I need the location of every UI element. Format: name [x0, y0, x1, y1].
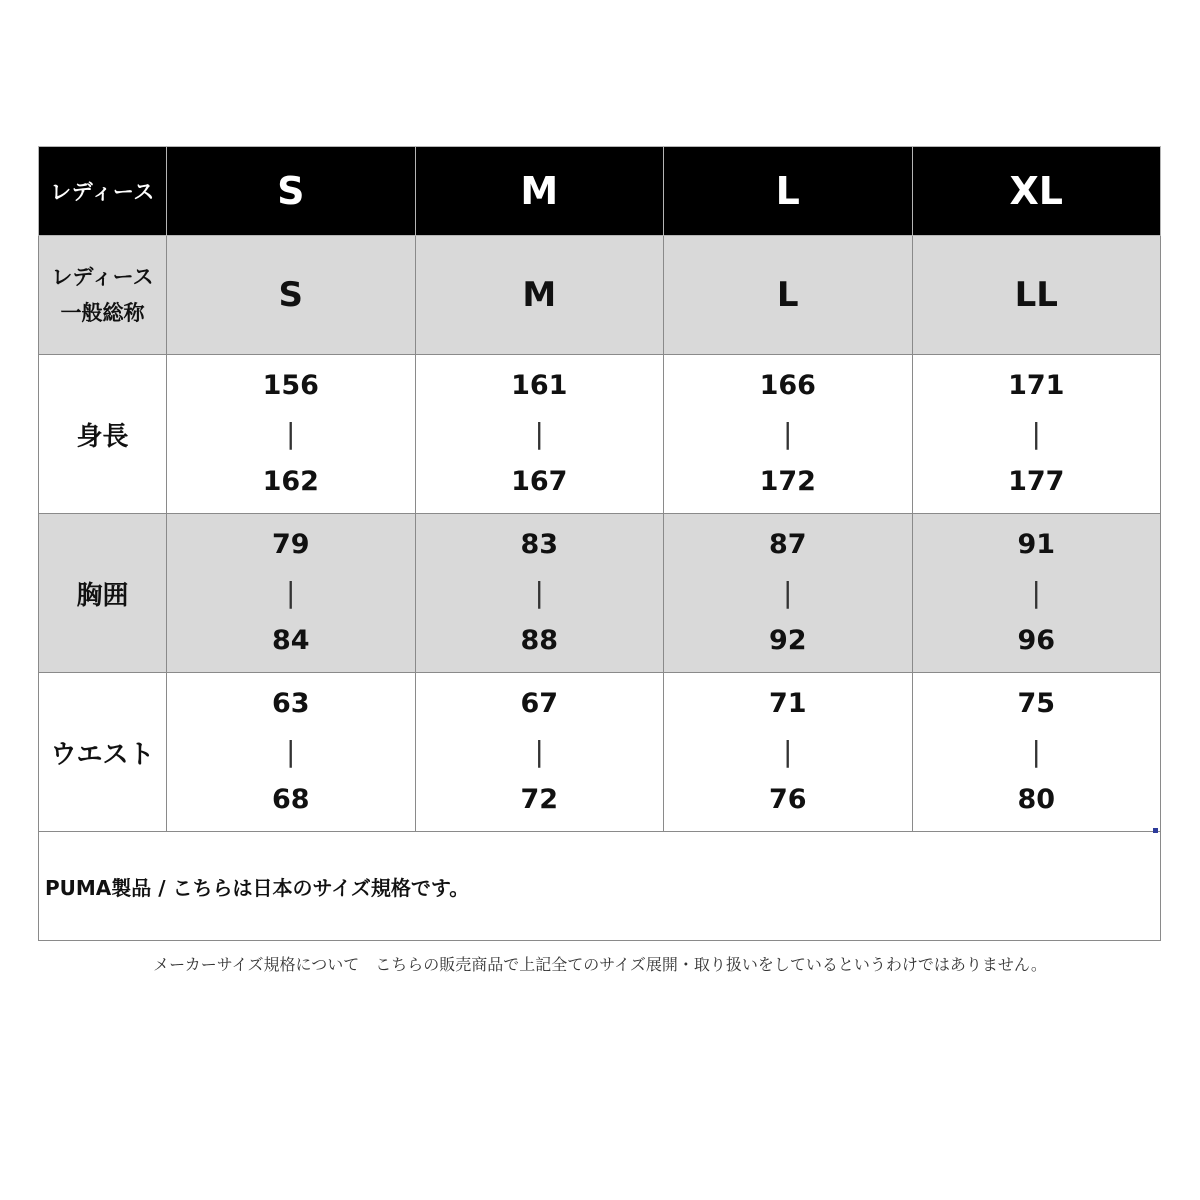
range-separator: | — [1031, 576, 1041, 609]
header-size-xl: XL — [912, 147, 1161, 236]
range-max: 177 — [1008, 466, 1065, 497]
range-max: 72 — [520, 784, 559, 815]
waist-range-m — [415, 673, 664, 832]
waist-range-xl — [912, 673, 1161, 832]
general-size-ll: LL — [912, 236, 1161, 355]
range-separator: | — [1031, 417, 1041, 450]
footnote-text: メーカーサイズ規格について こちらの販売商品で上記全てのサイズ展開・取り扱いをしているというわけではありません。 — [153, 955, 1047, 974]
height-row — [39, 355, 1161, 514]
range-min: 166 — [759, 370, 816, 401]
header-size-m: M — [415, 147, 664, 236]
range-min: 91 — [1017, 529, 1056, 560]
waist-label: ウエスト — [39, 673, 167, 832]
range-separator: | — [1031, 735, 1041, 768]
range-max: 96 — [1017, 625, 1056, 656]
range-max: 84 — [271, 625, 310, 656]
height-range-l — [664, 355, 913, 514]
waist-row — [39, 673, 1161, 832]
waist-range-s — [167, 673, 416, 832]
range-max: 162 — [262, 466, 319, 497]
height-range-m — [415, 355, 664, 514]
range-min: 161 — [511, 370, 568, 401]
general-label-line2: 一般総称 — [60, 301, 145, 325]
general-label — [39, 236, 167, 355]
general-size-s: S — [167, 236, 416, 355]
chest-range-s — [167, 514, 416, 673]
range-separator: | — [783, 417, 793, 450]
range-min: 63 — [271, 688, 310, 719]
range-max: 92 — [768, 625, 807, 656]
range-max: 76 — [768, 784, 807, 815]
chest-range-m — [415, 514, 664, 673]
range-separator: | — [783, 576, 793, 609]
size-chart-table — [38, 146, 1161, 941]
note-text: PUMA製品 / こちらは日本のサイズ規格です。 — [39, 832, 1161, 941]
chest-range-l — [664, 514, 913, 673]
corner-mark — [1153, 828, 1158, 833]
note-row — [39, 832, 1161, 941]
range-max: 80 — [1017, 784, 1056, 815]
range-separator: | — [286, 576, 296, 609]
height-range-s — [167, 355, 416, 514]
range-min: 83 — [520, 529, 559, 560]
range-separator: | — [534, 417, 544, 450]
range-min: 171 — [1008, 370, 1065, 401]
height-range-xl — [912, 355, 1161, 514]
general-size-l: L — [664, 236, 913, 355]
range-min: 156 — [262, 370, 319, 401]
range-min: 67 — [520, 688, 559, 719]
range-max: 88 — [520, 625, 559, 656]
range-separator: | — [534, 735, 544, 768]
range-min: 79 — [271, 529, 310, 560]
header-size-s: S — [167, 147, 416, 236]
range-separator: | — [286, 417, 296, 450]
range-max: 172 — [759, 466, 816, 497]
waist-range-l — [664, 673, 913, 832]
range-min: 87 — [768, 529, 807, 560]
header-label: レディース — [39, 147, 167, 236]
general-label-line1: レディース — [51, 265, 154, 289]
header-row — [39, 147, 1161, 236]
general-size-row — [39, 236, 1161, 355]
header-size-l: L — [664, 147, 913, 236]
chest-row — [39, 514, 1161, 673]
range-max: 167 — [511, 466, 568, 497]
chest-range-xl — [912, 514, 1161, 673]
general-size-m: M — [415, 236, 664, 355]
chest-label: 胸囲 — [39, 514, 167, 673]
range-min: 75 — [1017, 688, 1056, 719]
range-min: 71 — [768, 688, 807, 719]
range-separator: | — [534, 576, 544, 609]
range-separator: | — [286, 735, 296, 768]
range-separator: | — [783, 735, 793, 768]
height-label: 身長 — [39, 355, 167, 514]
range-max: 68 — [271, 784, 310, 815]
